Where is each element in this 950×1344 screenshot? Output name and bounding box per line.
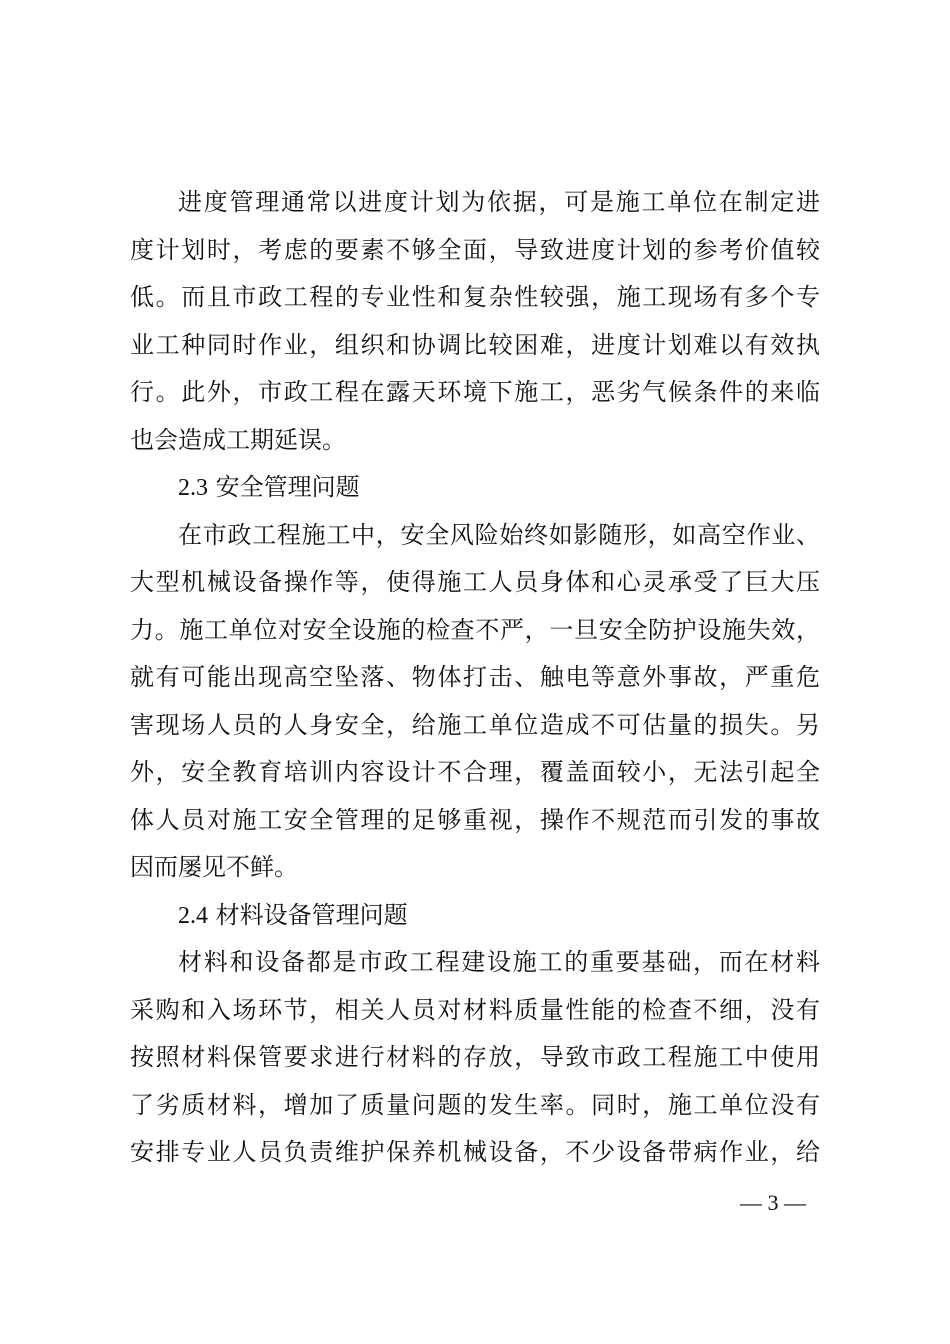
section-title: 材料设备管理问题: [215, 900, 408, 929]
text-line: 因而屡见不鲜。: [130, 853, 298, 881]
paragraph-material-equipment-management: [130, 939, 820, 1177]
text-line: 了劣质材料，增加了质量问题的发生率。同时，施工单位没有: [130, 1090, 820, 1119]
text-line: 也会造成工期延误。: [130, 425, 346, 454]
section-heading-2-4: [130, 892, 820, 940]
page-number: — 3 —: [740, 1190, 806, 1215]
text-line: 材料和设备都是市政工程建设施工的重要基础，而在材料: [178, 948, 820, 976]
text-line: 就有可能出现高空坠落、物体打击、触电等意外事故，严重危: [130, 663, 820, 691]
text-line: 度计划时，考虑的要素不够全面，导致进度计划的参考价值较: [130, 235, 820, 264]
text-line: 力。施工单位对安全设施的检查不严，一旦安全防护设施失效，: [130, 615, 820, 644]
text-line: 业工种同时作业，组织和协调比较困难，进度计划难以有效执: [130, 330, 820, 359]
paragraph-schedule-management: [130, 179, 820, 464]
text-line: 体人员对施工安全管理的足够重视，操作不规范而引发的事故: [130, 805, 820, 834]
text-line: 低。而且市政工程的专业性和复杂性较强，施工现场有多个专: [130, 283, 820, 311]
text-line: 害现场人员的人身安全，给施工单位造成不可估量的损失。另: [130, 710, 820, 739]
section-title: 安全管理问题: [215, 473, 360, 501]
section-heading-2-3: [130, 464, 820, 512]
text-line: 安排专业人员负责维护保养机械设备，不少设备带病作业，给: [130, 1138, 820, 1166]
text-line: 在市政工程施工中，安全风险始终如影随形，如高空作业、: [178, 520, 820, 549]
text-line: 大型机械设备操作等，使得施工人员身体和心灵承受了巨大压: [130, 568, 820, 596]
paragraph-safety-management: [130, 512, 820, 892]
text-line: 进度管理通常以进度计划为依据，可是施工单位在制定进: [178, 188, 820, 216]
section-number: 2.3: [178, 475, 208, 501]
text-line: 行。此外，市政工程在露天环境下施工，恶劣气候条件的来临: [130, 378, 820, 406]
text-line: 采购和入场环节，相关人员对材料质量性能的检查不细，没有: [130, 995, 820, 1024]
text-line: 外，安全教育培训内容设计不合理，覆盖面较小，无法引起全: [130, 758, 820, 786]
text-line: 按照材料保管要求进行材料的存放，导致市政工程施工中使用: [130, 1043, 820, 1071]
document-body: [130, 179, 820, 1177]
section-number: 2.4: [178, 902, 208, 929]
